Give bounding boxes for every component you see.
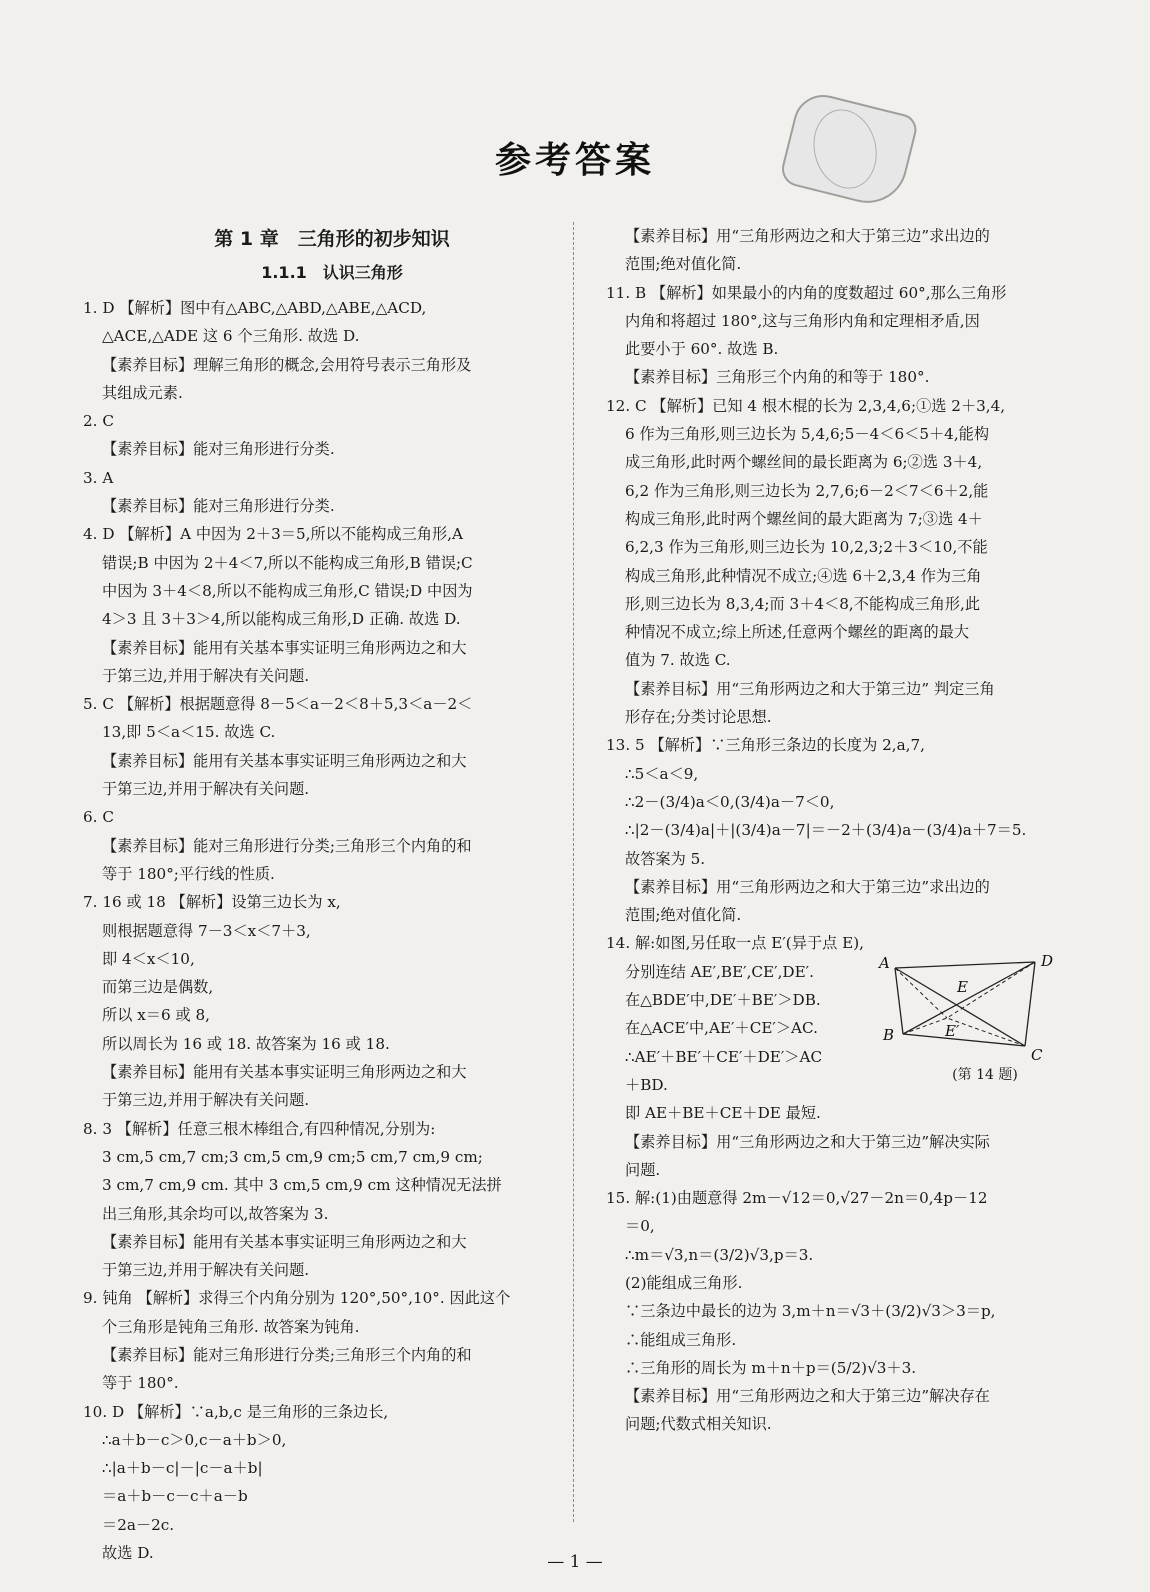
answer-line: ∴a＋b－c＞0,c－a＋b＞0, xyxy=(102,1430,287,1449)
answer-line-row xyxy=(606,901,1094,929)
answer-line-row xyxy=(606,250,1094,278)
answer-line: 而第三边是偶数, xyxy=(102,978,214,997)
answer-line-row xyxy=(83,1001,571,1029)
answer-line: 【素养目标】能对三角形进行分类. xyxy=(102,440,335,459)
answer-line: 分别连结 AE′,BE′,CE′,DE′. xyxy=(625,962,814,981)
answer-line-row xyxy=(606,816,1094,844)
label-d: D xyxy=(1041,952,1054,970)
figure-caption: (第 14 题) xyxy=(952,1067,1018,1083)
answer-line: 【素养目标】能用有关基本事实证明三角形两边之和大 xyxy=(102,638,467,657)
answer-line: 2. C xyxy=(83,412,114,431)
answer-line-row xyxy=(606,1326,1094,1354)
edge-ba xyxy=(895,968,903,1034)
answer-line: 【素养目标】用“三角形两边之和大于第三边” 判定三角 xyxy=(625,679,995,698)
answer-line-row xyxy=(606,363,1094,391)
answer-line-row xyxy=(606,788,1094,816)
answer-line: 12. C 【解析】已知 4 根木棍的长为 2,3,4,6;①选 2＋3,4, xyxy=(606,396,1006,415)
answer-line: ∴5＜a＜9, xyxy=(625,764,699,783)
page-title: 参考答案 xyxy=(494,140,655,181)
answer-line: 即 AE＋BE＋CE＋DE 最短. xyxy=(625,1104,821,1123)
answer-line-row xyxy=(83,492,571,520)
chapter-title: 第 1 章 三角形的初步知识 xyxy=(214,228,450,250)
answer-line-row xyxy=(83,1115,571,1143)
answer-line: 所以周长为 16 或 18. 故答案为 16 或 18. xyxy=(102,1034,390,1053)
page-number: — 1 — xyxy=(547,1552,603,1572)
answer-line-row xyxy=(83,973,571,1001)
answer-line: 7. 16 或 18 【解析】设第三边长为 x, xyxy=(83,893,341,912)
answer-line-row xyxy=(606,279,1094,307)
answer-line: 6,2,3 作为三角形,则三边长为 10,2,3;2＋3＜10,不能 xyxy=(625,538,988,557)
label-e-prime: E′ xyxy=(945,1022,960,1040)
answer-line-row xyxy=(83,379,571,407)
figure-question-14 xyxy=(875,952,1085,1092)
answer-line: 【素养目标】能对三角形进行分类;三角形三个内角的和 xyxy=(102,836,472,855)
answer-line: ∴2－(3/4)a＜0,(3/4)a－7＜0, xyxy=(625,792,835,811)
answer-line: 6 作为三角形,则三边长为 5,4,6;5－4＜6＜5＋4,能构 xyxy=(625,425,990,444)
diagonal-bd xyxy=(903,962,1035,1034)
answer-line-row xyxy=(83,1058,571,1086)
answer-line: 故选 D. xyxy=(102,1544,154,1563)
answer-line-row xyxy=(606,562,1094,590)
answer-line: ∵三条边中最长的边为 3,m＋n＝√3＋(3/2)√3＞3＝p, xyxy=(625,1302,996,1321)
answer-line-row xyxy=(83,888,571,916)
answer-line: 15. 解:(1)由题意得 2m－√12＝0,√27－2n＝0,4p－12 xyxy=(606,1189,988,1208)
answer-line-row xyxy=(83,322,571,350)
answer-line-row xyxy=(606,675,1094,703)
edge-ad xyxy=(895,962,1035,968)
answer-line-row xyxy=(83,435,571,463)
answer-line: 问题. xyxy=(625,1160,661,1179)
answer-line: 【素养目标】能用有关基本事实证明三角形两边之和大 xyxy=(102,751,467,770)
answer-line-row xyxy=(606,845,1094,873)
answer-line-row xyxy=(83,662,571,690)
answer-line: 则根据题意得 7－3＜x＜7＋3, xyxy=(102,921,311,940)
answer-line: 问题;代数式相关知识. xyxy=(625,1415,772,1434)
answer-line-row xyxy=(606,307,1094,335)
answer-line: 3. A xyxy=(83,468,114,487)
edge-cb xyxy=(903,1034,1025,1046)
answer-line: 11. B 【解析】如果最小的内角的度数超过 60°,那么三角形 xyxy=(606,283,1007,302)
answer-line: 4＞3 且 3＋3＞4,所以能构成三角形,D 正确. 故选 D. xyxy=(102,610,461,629)
answer-line-row xyxy=(83,775,571,803)
answer-line-row xyxy=(606,1297,1094,1325)
answer-line-row xyxy=(606,646,1094,674)
answer-line-row xyxy=(606,1156,1094,1184)
answer-line: 【素养目标】能对三角形进行分类;三角形三个内角的和 xyxy=(102,1345,472,1364)
answer-line-row xyxy=(606,703,1094,731)
answer-line-row xyxy=(83,803,571,831)
answer-line-row xyxy=(83,1369,571,1397)
answer-line: 其组成元素. xyxy=(102,383,183,402)
answer-line: 于第三边,并用于解决有关问题. xyxy=(102,666,310,685)
answer-line: 形,则三边长为 8,3,4;而 3＋4＜8,不能构成三角形,此 xyxy=(625,594,981,613)
answer-line-row xyxy=(83,464,571,492)
label-c: C xyxy=(1031,1046,1043,1064)
answer-line: 13. 5 【解析】∵三角形三条边的长度为 2,a,7, xyxy=(606,736,925,755)
left-answer-list xyxy=(83,294,571,1567)
answer-line-row xyxy=(83,1086,571,1114)
answer-line: 成三角形,此时两个螺丝间的最长距离为 6;②选 3＋4, xyxy=(625,453,983,472)
answer-line-row xyxy=(83,718,571,746)
answer-line: 14. 解:如图,另任取一点 E′(异于点 E), xyxy=(606,934,864,953)
answer-line: 出三角形,其余均可以,故答案为 3. xyxy=(102,1204,329,1223)
answer-line: ∴能组成三角形. xyxy=(625,1330,737,1349)
right-column xyxy=(606,222,1094,1439)
column-divider xyxy=(573,222,574,1522)
answer-line-row xyxy=(606,1269,1094,1297)
answer-line: 9. 钝角 【解析】求得三个内角分别为 120°,50°,10°. 因此这个 xyxy=(83,1289,511,1308)
section-title: 1.1.1 认识三角形 xyxy=(261,263,403,282)
answer-line-row xyxy=(83,577,571,605)
answer-line: 13,即 5＜a＜15. 故选 C. xyxy=(102,723,276,742)
answer-line-row xyxy=(83,1313,571,1341)
answer-line-row xyxy=(606,1241,1094,1269)
answer-line-row xyxy=(606,477,1094,505)
answer-line: ＝2a－2c. xyxy=(102,1515,175,1534)
answer-line: 在△ACE′中,AE′＋CE′＞AC. xyxy=(625,1019,818,1038)
answer-line: 中因为 3＋4＜8,所以不能构成三角形,C 错误;D 中因为 xyxy=(102,581,473,600)
answer-line: 1. D 【解析】图中有△ABC,△ABD,△ABE,△ACD, xyxy=(83,299,427,317)
answer-line: 所以 x＝6 或 8, xyxy=(102,1006,210,1025)
answer-line: ∴|2－(3/4)a|＋|(3/4)a－7|＝－2＋(3/4)a－(3/4)a＋7＝5. xyxy=(625,821,1027,840)
answer-line: 即 4＜x＜10, xyxy=(102,949,195,968)
answer-line-row xyxy=(606,505,1094,533)
answer-line-row xyxy=(83,1511,571,1539)
answer-line: 【素养目标】能对三角形进行分类. xyxy=(102,497,335,516)
answer-line: 【素养目标】用“三角形两边之和大于第三边”求出边的 xyxy=(625,227,990,245)
answer-line-row xyxy=(83,294,571,322)
answer-line-row xyxy=(83,1398,571,1426)
answer-line: ＝0, xyxy=(625,1217,655,1236)
answer-line: △ACE,△ADE 这 6 个三角形. 故选 D. xyxy=(102,327,360,346)
answer-line: 此要小于 60°. 故选 B. xyxy=(625,340,779,359)
answer-line: 个三角形是钝角三角形. 故答案为钝角. xyxy=(102,1317,360,1336)
answer-line: 等于 180°. xyxy=(102,1374,179,1393)
answer-line: ＋BD. xyxy=(625,1075,668,1094)
answer-line: 内角和将超过 180°,这与三角形内角和定理相矛盾,因 xyxy=(625,311,980,330)
answer-line-row xyxy=(606,1184,1094,1212)
answer-line: ∴|a＋b－c|－|c－a＋b| xyxy=(102,1459,263,1478)
answer-line-row xyxy=(606,731,1094,759)
answer-line: 【素养目标】用“三角形两边之和大于第三边”解决实际 xyxy=(625,1132,990,1151)
answer-line-row xyxy=(606,448,1094,476)
answer-line-row xyxy=(606,1099,1094,1127)
answer-line: 6. C xyxy=(83,808,114,827)
answer-line-row xyxy=(83,1228,571,1256)
answer-line-row xyxy=(83,690,571,718)
answer-line-row xyxy=(83,634,571,662)
answer-line: 构成三角形,此种情况不成立;④选 6＋2,3,4 作为三角 xyxy=(625,566,982,585)
answer-line-row xyxy=(606,1410,1094,1438)
answer-line-row xyxy=(606,618,1094,646)
answer-line-row xyxy=(83,520,571,548)
answer-line: 等于 180°;平行线的性质. xyxy=(102,864,275,883)
label-e: E xyxy=(957,978,968,996)
answer-line-row xyxy=(606,335,1094,363)
quadrilateral-diagram xyxy=(875,952,1085,1064)
answer-line-row xyxy=(83,1426,571,1454)
answer-line-row xyxy=(83,1256,571,1284)
answer-line: 值为 7. 故选 C. xyxy=(625,651,731,670)
answer-line-row xyxy=(606,1212,1094,1240)
answer-line-row xyxy=(606,533,1094,561)
label-b: B xyxy=(883,1026,895,1044)
dashed-ae-prime xyxy=(895,968,947,1018)
answer-line: 8. 3 【解析】任意三根木棒组合,有四种情况,分别为: xyxy=(83,1119,436,1138)
answer-line: ∴AE′＋BE′＋CE′＋DE′＞AC xyxy=(625,1047,823,1066)
answer-line: 【素养目标】理解三角形的概念,会用符号表示三角形及 xyxy=(102,355,472,374)
answer-line-row xyxy=(83,1454,571,1482)
answer-line: 形存在;分类讨论思想. xyxy=(625,708,772,727)
answer-line: 【素养目标】能用有关基本事实证明三角形两边之和大 xyxy=(102,1063,467,1082)
answer-line-row xyxy=(83,1030,571,1058)
answer-line-row xyxy=(606,222,1094,250)
answer-line-row xyxy=(83,747,571,775)
answer-line-row xyxy=(606,760,1094,788)
answer-line-row xyxy=(83,1284,571,1312)
answer-line: 于第三边,并用于解决有关问题. xyxy=(102,1261,310,1280)
answer-line-row xyxy=(83,832,571,860)
answer-line: 5. C 【解析】根据题意得 8－5＜a－2＜8＋5,3＜a－2＜ xyxy=(83,695,473,714)
answer-line: 范围;绝对值化简. xyxy=(625,906,742,925)
answer-line: 种情况不成立;综上所述,任意两个螺丝的距离的最大 xyxy=(625,623,970,642)
answer-line-row xyxy=(606,590,1094,618)
answer-line: 错误;B 中因为 2＋4＜7,所以不能构成三角形,B 错误;C xyxy=(102,553,473,572)
answer-line: 3 cm,5 cm,7 cm;3 cm,5 cm,9 cm;5 cm,7 cm,9 cm; xyxy=(102,1147,483,1166)
answer-line-row xyxy=(83,1482,571,1510)
answer-line: ＝a＋b－c－c＋a－b xyxy=(102,1487,248,1506)
answer-line: 在△BDE′中,DE′＋BE′＞DB. xyxy=(625,991,821,1010)
answer-line: (2)能组成三角形. xyxy=(625,1273,743,1292)
answer-line: 10. D 【解析】∵a,b,c 是三角形的三条边长, xyxy=(83,1402,389,1421)
answer-line-row xyxy=(606,873,1094,901)
right-answer-list xyxy=(606,222,1094,1439)
answer-line-row xyxy=(606,420,1094,448)
answer-line: 6,2 作为三角形,则三边长为 2,7,6;6－2＜7＜6＋2,能 xyxy=(625,481,989,500)
answer-line: ∴三角形的周长为 m＋n＋p＝(5/2)√3＋3. xyxy=(625,1358,917,1377)
answer-line: 4. D 【解析】A 中因为 2＋3＝5,所以不能构成三角形,A xyxy=(83,525,463,544)
answer-line-row xyxy=(83,407,571,435)
answer-line-row xyxy=(83,351,571,379)
answer-line: 于第三边,并用于解决有关问题. xyxy=(102,1091,310,1110)
answer-line-row xyxy=(83,1200,571,1228)
left-column xyxy=(83,222,571,1567)
label-a: A xyxy=(879,954,890,972)
answer-line-row xyxy=(606,1382,1094,1410)
answer-line: 于第三边,并用于解决有关问题. xyxy=(102,780,310,799)
answer-line-row xyxy=(83,549,571,577)
answer-line: 【素养目标】用“三角形两边之和大于第三边”求出边的 xyxy=(625,877,990,896)
answer-line: 【素养目标】三角形三个内角的和等于 180°. xyxy=(625,368,930,387)
answer-line: 构成三角形,此时两个螺丝间的最大距离为 7;③选 4＋ xyxy=(625,509,983,528)
answer-line-row xyxy=(83,1171,571,1199)
answer-line-row xyxy=(83,860,571,888)
answer-line-row xyxy=(606,1128,1094,1156)
answer-line: 范围;绝对值化简. xyxy=(625,255,742,274)
answer-line-row xyxy=(83,945,571,973)
answer-line: 【素养目标】用“三角形两边之和大于第三边”解决存在 xyxy=(625,1387,990,1406)
answer-line: 故答案为 5. xyxy=(625,849,706,868)
answer-line-row xyxy=(606,392,1094,420)
edge-dc xyxy=(1025,962,1035,1046)
answer-line-row xyxy=(83,917,571,945)
answer-line: 【素养目标】能用有关基本事实证明三角形两边之和大 xyxy=(102,1232,467,1251)
answer-line-row xyxy=(606,1354,1094,1382)
dashed-be-prime xyxy=(903,1018,947,1034)
answer-line-row xyxy=(83,1341,571,1369)
answer-line-row xyxy=(83,605,571,633)
answer-line-row xyxy=(83,1143,571,1171)
answer-line: 3 cm,7 cm,9 cm. 其中 3 cm,5 cm,9 cm 这种情况无法拼 xyxy=(102,1176,502,1195)
answer-line: ∴m＝√3,n＝(3/2)√3,p＝3. xyxy=(625,1245,814,1264)
